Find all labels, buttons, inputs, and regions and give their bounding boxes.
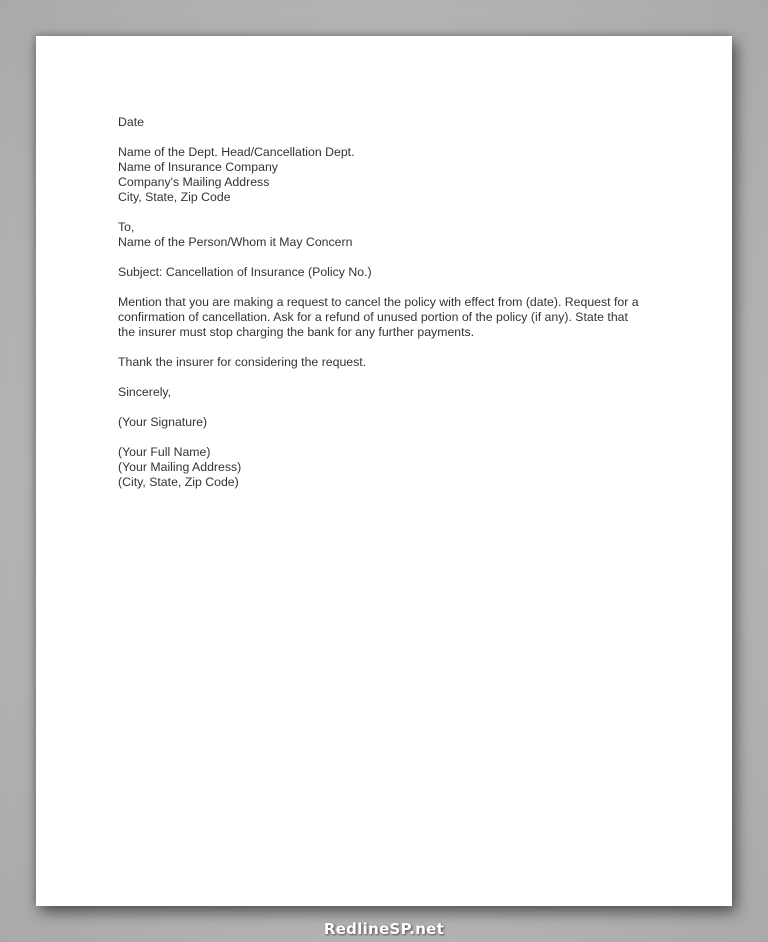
date-line: Date (118, 115, 144, 129)
sender-block (118, 445, 678, 490)
recipient-dept: Name of the Dept. Head/Cancellation Dept. (118, 145, 355, 159)
thanks-paragraph: Thank the insurer for considering the request. (118, 355, 367, 369)
recipient-mailing-address: Company's Mailing Address (118, 175, 270, 189)
sender-city-state-zip: (City, State, Zip Code) (118, 475, 239, 489)
sender-address: (Your Mailing Address) (118, 460, 242, 474)
body-line: the insurer must stop charging the bank for any further payments. (118, 325, 475, 339)
subject-line: Subject: Cancellation of Insurance (Policy No.) (118, 265, 372, 279)
watermark: RedlineSP.net (323, 920, 445, 938)
sender-name: (Your Full Name) (118, 445, 211, 459)
recipient-address (118, 145, 678, 205)
recipient-company: Name of Insurance Company (118, 160, 278, 174)
closing: Sincerely, (118, 385, 172, 399)
body-paragraph (118, 295, 678, 340)
to-label: To, (118, 220, 135, 234)
body-line: Mention that you are making a request to cancel the policy with effect from (date). Request for a (118, 295, 639, 309)
body-line: confirmation of cancellation. Ask for a refund of unused portion of the policy (if any). State that (118, 310, 628, 324)
recipient-city-state-zip: City, State, Zip Code (118, 190, 231, 204)
addressee-name: Name of the Person/Whom it May Concern (118, 235, 353, 249)
letter-content (118, 115, 678, 490)
signature: (Your Signature) (118, 415, 208, 429)
addressee (118, 220, 678, 250)
letter-page (36, 36, 732, 906)
